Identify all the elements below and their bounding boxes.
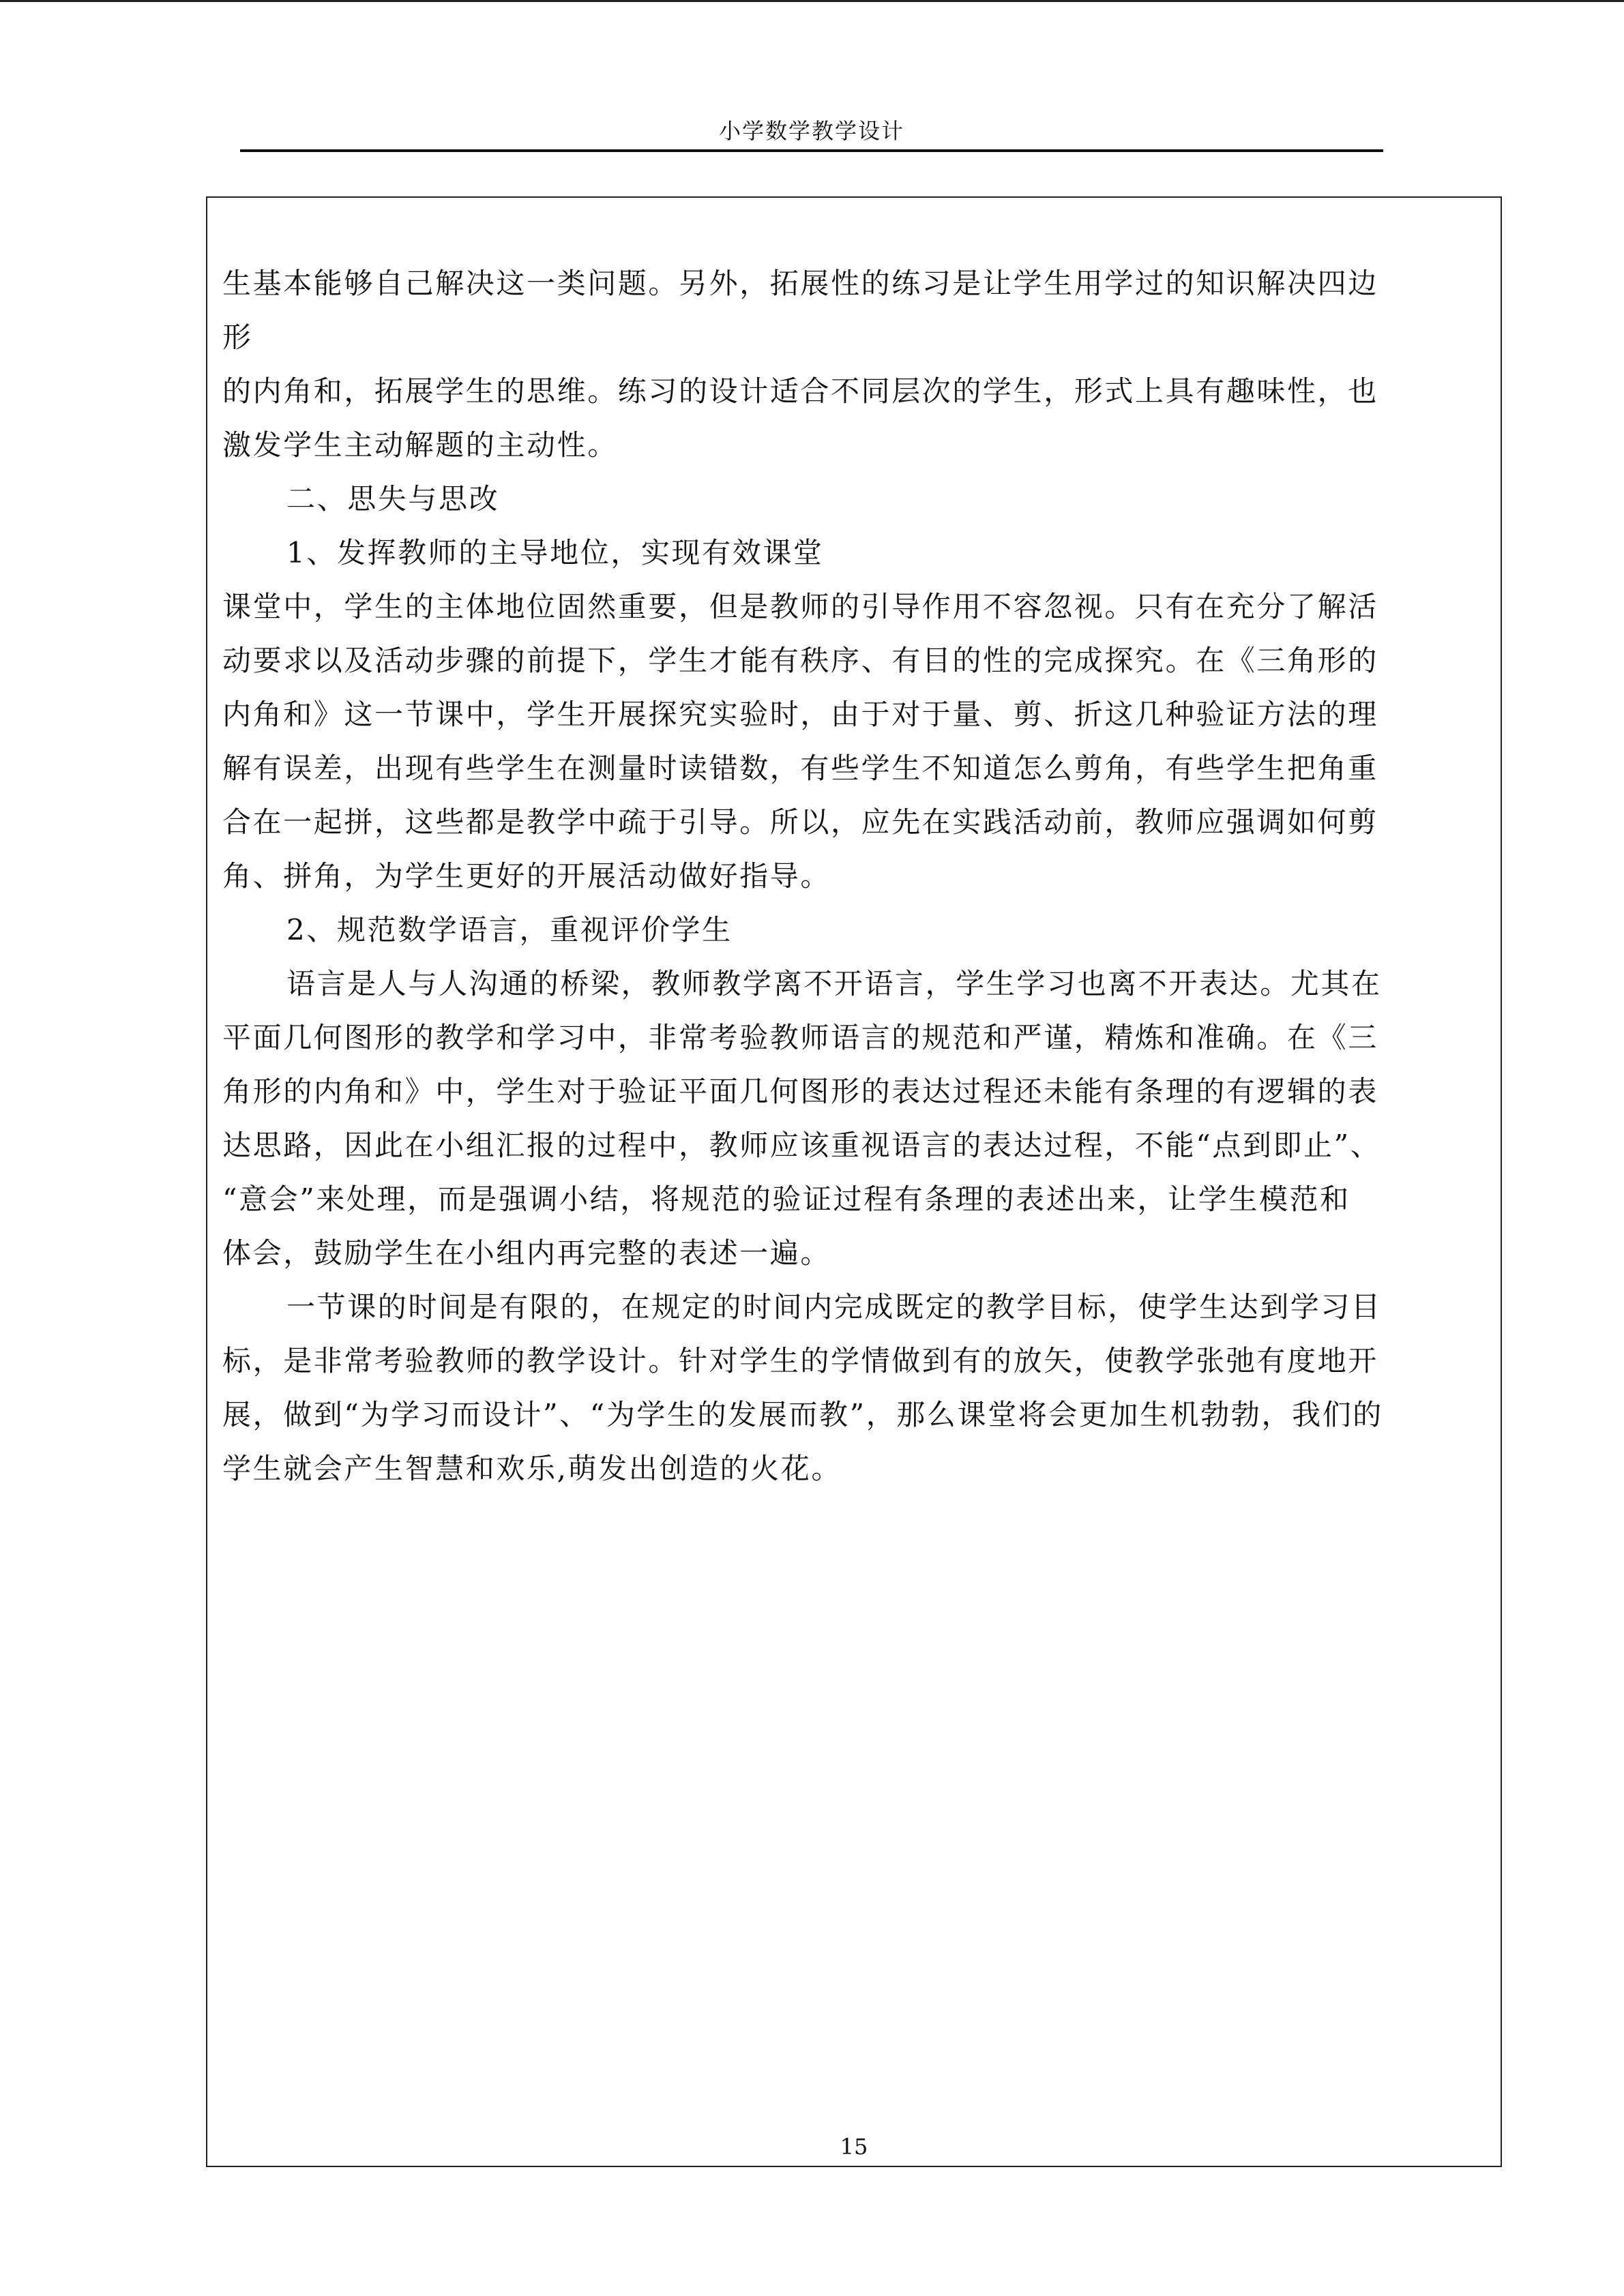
paragraph-line: “意会”来处理，而是强调小结，将规范的验证过程有条理的表述出来，让学生模范和 bbox=[222, 1182, 1350, 1216]
paragraph-line: 达思路，因此在小组汇报的过程中，教师应该重视语言的表达过程，不能“点到即止”、 bbox=[222, 1129, 1381, 1162]
paragraph-line: 体会，鼓励学生在小组内再完整的表述一遍。 bbox=[222, 1236, 831, 1270]
paragraph-line: 角形的内角和》中，学生对于验证平面几何图形的表达过程还未能有条理的有逻辑的表 bbox=[222, 1075, 1378, 1108]
paragraph-line: 展，做到“为学习而设计”、“为学生的发展而教”，那么课堂将会更加生机勃勃，我们的 bbox=[222, 1398, 1383, 1431]
paragraph-line: 角、拼角，为学生更好的开展活动做好指导。 bbox=[222, 859, 831, 893]
paragraph-line: 生基本能够自己解决这一类问题。另外，拓展性的练习是让学生用学过的知识解决四边 bbox=[222, 267, 1378, 300]
paragraph-line: 的内角和，拓展学生的思维。练习的设计适合不同层次的学生，形式上具有趣味性，也 bbox=[222, 374, 1378, 408]
header-rule bbox=[240, 149, 1383, 152]
running-header-title: 小学数学教学设计 bbox=[718, 118, 904, 144]
paragraph-line: 激发学生主动解题的主动性。 bbox=[222, 428, 618, 462]
paragraph-line: 标，是非常考验教师的教学设计。针对学生的学情做到有的放矢，使教学张弛有度地开 bbox=[222, 1344, 1378, 1377]
page-top-border bbox=[0, 0, 1624, 2]
paragraph-line: 平面几何图形的教学和学习中，非常考验教师语言的规范和严谨，精炼和准确。在《三 bbox=[222, 1021, 1378, 1054]
body-text bbox=[222, 256, 1491, 1495]
page-number: 15 bbox=[840, 2134, 868, 2160]
paragraph-line: 语言是人与人沟通的桥梁，教师教学离不开语言，学生学习也离不开表达。尤其在 bbox=[286, 967, 1382, 1000]
paragraph-line: 一节课的时间是有限的，在规定的时间内完成既定的教学目标，使学生达到学习目 bbox=[286, 1290, 1382, 1324]
subsection-heading: 2、规范数学语言，重视评价学生 bbox=[286, 913, 733, 946]
paragraph-line: 内角和》这一节课中，学生开展探究实验时，由于对于量、剪、折这几种验证方法的理 bbox=[222, 698, 1378, 731]
paragraph-line: 解有误差，出现有些学生在测量时读错数，有些学生不知道怎么剪角，有些学生把角重 bbox=[222, 751, 1378, 785]
section-heading: 二、思失与思改 bbox=[286, 482, 500, 516]
paragraph-line: 动要求以及活动步骤的前提下，学生才能有秩序、有目的性的完成探究。在《三角形的 bbox=[222, 644, 1378, 677]
subsection-heading: 1、发挥教师的主导地位，实现有效课堂 bbox=[286, 536, 824, 569]
paragraph-line: 课堂中，学生的主体地位固然重要，但是教师的引导作用不容忽视。只有在充分了解活 bbox=[222, 590, 1378, 623]
paragraph-line: 合在一起拼，这些都是教学中疏于引导。所以，应先在实践活动前，教师应强调如何剪 bbox=[222, 805, 1378, 839]
paragraph-line: 形 bbox=[222, 320, 253, 354]
paragraph-line: 学生就会产生智慧和欢乐,萌发出创造的火花。 bbox=[222, 1452, 842, 1485]
